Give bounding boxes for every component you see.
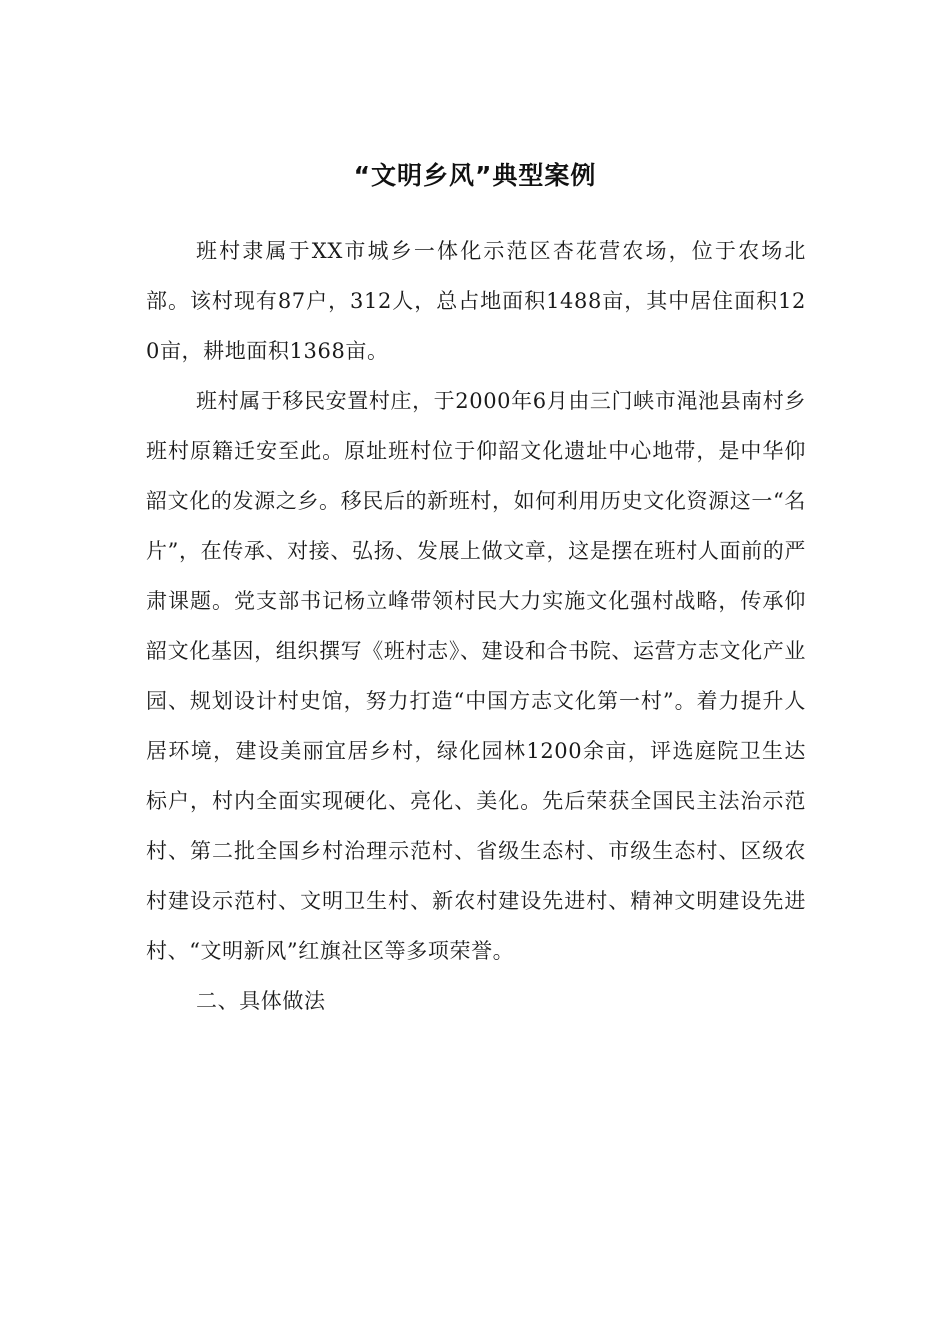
document-body xyxy=(146,226,806,1026)
paragraph-village-overview: 班村隶属于XX市城乡一体化示范区杏花营农场，位于农场北部。该村现有87户，312人，总占地面积1488亩，其中居住面积120亩，耕地面积1368亩。 xyxy=(146,239,806,363)
document-title: “文明乡风”典型案例 xyxy=(353,161,597,190)
paragraph-village-history: 班村属于移民安置村庄，于2000年6月由三门峡市渑池县南村乡班村原籍迁安至此。原址班村位于仰韶文化遗址中心地带，是中华仰韶文化的发源之乡。移民后的新班村，如何利用历史文化资源这一“名片”，在传承、对接、弘扬、发展上做文章，这是摆在班村人面前的严肃课题。党支部书记杨立峰带领村民大力实施文化强村战略，传承仰韶文化基因，组织撰写《班村志》、建设和合书院、运营方志文化产业园、规划设计村史馆，努力打造“中国方志文化第一村”。着力提升人居环境，建设美丽宜居乡村，绿化园林1200余亩，评选庭院卫生达标户，村内全面实现硬化、亮化、美化。先后荣获全国民主法治示范村、第二批全国乡村治理示范村、省级生态村、市级生态村、区级农村建设示范村、文明卫生村、新农村建设先进村、精神文明建设先进村、“文明新风”红旗社区等多项荣誉。 xyxy=(146,389,806,963)
section-heading-practices: 二、具体做法 xyxy=(196,989,326,1013)
